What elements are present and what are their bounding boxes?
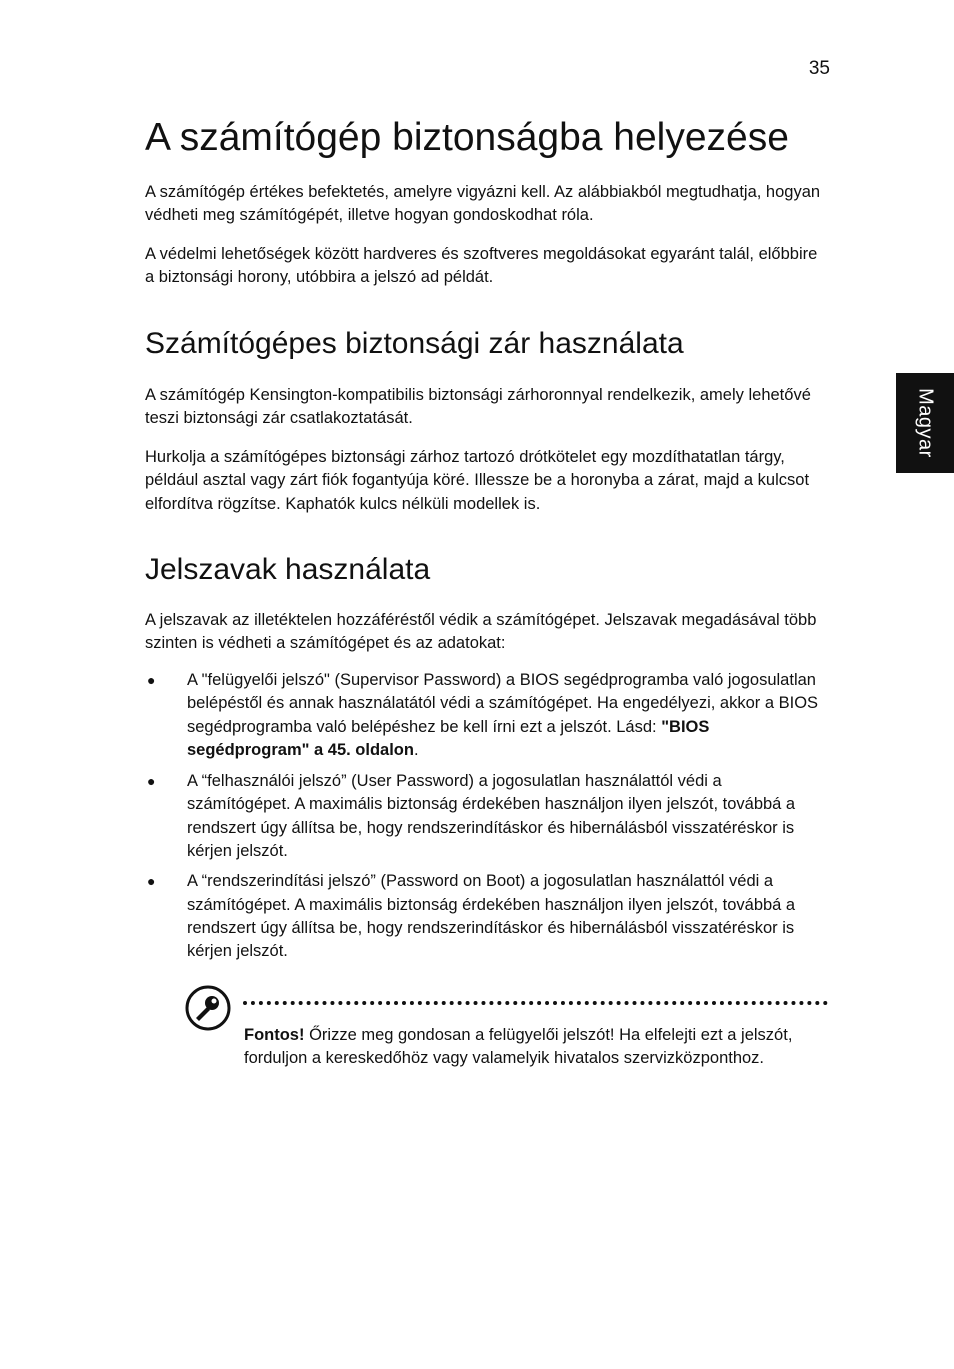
language-tab-label: Magyar bbox=[914, 388, 937, 458]
page-title: A számítógép biztonságba helyezése bbox=[145, 116, 789, 159]
bullet-icon: ● bbox=[147, 773, 156, 790]
note-label: Fontos! bbox=[244, 1026, 305, 1044]
list-item bbox=[145, 770, 829, 863]
intro-paragraph-1: A számítógép értékes befektetés, amelyre vigyázni kell. Az alábbiakból megtudhatja, hogyan védheti meg számítógépét, illetve hogyan gondoskodhat róla. bbox=[145, 183, 821, 225]
passwords-intro: A jelszavak az illetéktelen hozzáféréstől védik a számítógépet. Jelszavak megadásával több szinten is védheti a számítógépet és az adatokat: bbox=[145, 611, 817, 653]
lock-paragraph-2: Hurkolja a számítógépes biztonsági zárhoz tartozó drótkötelet egy mozdíthatatlan tárgy, például asztal vagy zárt fiók fogantyúja köré. Illessze be a horonyba a zárat, majd a kulcsot elfordítva rögzítse. Kaphatók kulcs nélküli modellek is. bbox=[145, 448, 810, 513]
note-divider bbox=[243, 1001, 828, 1005]
bullet-icon: ● bbox=[147, 873, 156, 890]
password-bullet-list bbox=[145, 669, 829, 964]
section-heading-lock: Számítógépes biztonsági zár használata bbox=[145, 327, 684, 360]
bullet-text: A “rendszerindítási jelszó” (Password on Boot) a jogosulatlan használattól védi a számítógépet. A maximális biztonság érdekében használjon ilyen jelszót, továbbá a rendszert úgy állítsa be, hogy rendszerindításkor és hibernálásból visszatéréskor is kérjen jelszót. bbox=[187, 872, 796, 961]
lock-paragraph-1: A számítógép Kensington-kompatibilis biztonsági zárhoronnyal rendelkezik, amely lehetővé teszi biztonsági zár csatlakoztatását. bbox=[145, 386, 811, 428]
list-item bbox=[145, 669, 829, 762]
bullet-text: A “felhasználói jelszó” (User Password) a jogosulatlan használattól védi a számítógépet. A maximális biztonság érdekében használjon ilyen jelszót, továbbá a rendszert úgy állítsa be, hogy rendszerindításkor és hibernálásból visszatéréskor is kérjen jelszót. bbox=[187, 772, 796, 861]
list-item bbox=[145, 870, 829, 963]
intro-paragraph-2: A védelmi lehetőségek között hardveres és szoftveres megoldásokat egyaránt talál, előbbire a biztonsági horony, utóbbira a jelszó ad példát. bbox=[145, 245, 818, 287]
bullet-text: A "felügyelői jelszó" (Supervisor Password) a BIOS segédprogramba való jogosulatlan belépéstől és annak használatától védi a számítógépet. Ha engedélyezi, akkor a BIOS segédprogramba való belépéshez be kell írni ezt a jelszót. Lásd: bbox=[187, 671, 819, 736]
page-number: 35 bbox=[808, 58, 830, 79]
bullet-icon: ● bbox=[147, 672, 156, 688]
bullet-text-end: . bbox=[413, 740, 419, 759]
cross-reference-link[interactable]: "BIOS segédprogram" a 45. oldalon bbox=[187, 717, 710, 759]
important-note-icon bbox=[185, 985, 231, 1031]
note-body: Őrizze meg gondosan a felügyelői jelszót! Ha elfelejti ezt a jelszót, forduljon a kereskedőhöz vagy valamelyik hivatalos szervizközponthoz. bbox=[244, 1026, 793, 1068]
language-side-tab bbox=[896, 373, 954, 473]
note-text bbox=[244, 1024, 829, 1071]
section-heading-passwords: Jelszavak használata bbox=[145, 553, 431, 586]
